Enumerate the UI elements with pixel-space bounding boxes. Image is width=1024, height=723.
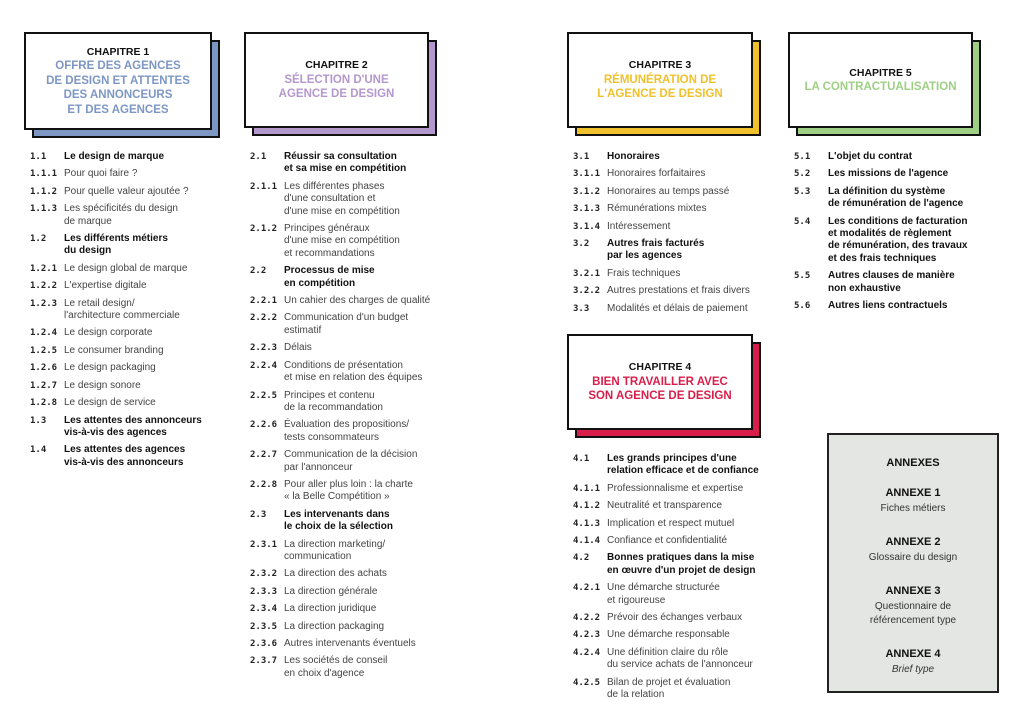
toc-entry-number: 3.1.1 <box>573 169 601 180</box>
toc-entry <box>250 603 450 615</box>
toc-entry-number: 2.2.4 <box>250 360 278 371</box>
toc-entry-text: L'expertise digitale <box>64 280 147 292</box>
toc-entry <box>573 168 778 180</box>
toc-entry-text: La direction packaging <box>284 620 385 632</box>
toc-entry-number: 5.5 <box>794 271 811 282</box>
toc-entry-number: 1.2.2 <box>30 281 58 292</box>
toc-entry <box>30 415 220 440</box>
toc-entry-text: Principes et contenu de la recommandation <box>284 389 383 413</box>
toc-entry-number: 4.1.2 <box>573 501 601 512</box>
toc-entry-number: 2.2.6 <box>250 420 278 431</box>
chapter-4-card <box>567 334 753 430</box>
toc-entry-number: 1.1.1 <box>30 169 58 180</box>
toc-entry <box>573 677 783 702</box>
toc-entry-text: La direction juridique <box>284 603 377 615</box>
toc-entry <box>573 552 783 577</box>
toc-entry-number: 3.2.2 <box>573 286 601 297</box>
toc-entry <box>250 181 450 218</box>
toc-entry-number: 4.1.1 <box>573 483 601 494</box>
toc-entry <box>794 300 994 312</box>
chapter-2-toc <box>250 151 450 685</box>
toc-entry-text: Bonnes pratiques dans la mise en œuvre d'un projet de design <box>607 552 756 576</box>
toc-entry-text: La direction générale <box>284 585 378 597</box>
toc-entry-number: 1.2.7 <box>30 380 58 391</box>
toc-entry-text: Bilan de projet et évaluation de la relation <box>607 676 731 701</box>
toc-entry-text: Les intervenants dans le choix de la sélection <box>284 508 393 533</box>
toc-entry-text: Honoraires au temps passé <box>607 185 730 197</box>
toc-entry-text: Une démarche responsable <box>607 629 730 641</box>
toc-entry-text: Autres intervenants éventuels <box>284 638 416 649</box>
toc-entry-text: Neutralité et transparence <box>607 500 723 512</box>
chapter-1-toc <box>30 151 220 474</box>
toc-entry-text: Honoraires <box>607 151 660 162</box>
toc-entry-text: Les missions de l'agence <box>828 168 949 180</box>
annexe-4-body: Brief type <box>891 664 935 675</box>
toc-entry-number: 1.2.1 <box>30 263 58 274</box>
toc-entry-text: Autres liens contractuels <box>828 300 948 312</box>
toc-entry <box>30 362 220 374</box>
toc-entry <box>573 582 783 607</box>
toc-entry-text: Une démarche structurée et rigoureuse <box>607 582 720 606</box>
toc-entry <box>30 327 220 339</box>
toc-entry <box>250 360 450 385</box>
toc-entry-number: 2.2.8 <box>250 479 278 490</box>
toc-entry <box>794 151 994 163</box>
toc-entry-number: 2.3.4 <box>250 604 278 615</box>
toc-entry <box>794 186 994 211</box>
toc-entry-number: 2.1.2 <box>250 224 278 235</box>
chapter-2-title: SÉLECTION D'UNE AGENCE DE DESIGN <box>278 73 395 101</box>
toc-entry <box>573 453 783 478</box>
toc-entry-number: 1.1 <box>30 152 47 162</box>
toc-entry <box>573 535 783 547</box>
annexe-1 <box>829 487 997 516</box>
toc-entry <box>573 186 778 198</box>
toc-entry-number: 4.1.4 <box>573 536 601 547</box>
toc-entry-number: 2.2 <box>250 266 267 277</box>
toc-entry-text: Les différents métiers du design <box>64 233 168 257</box>
toc-entry-text: Le consumer branding <box>64 344 164 356</box>
toc-entry-text: Le design corporate <box>64 327 153 339</box>
toc-entry-number: 2.3.6 <box>250 639 278 649</box>
chapter-3-toc <box>573 151 778 320</box>
toc-entry-number: 5.4 <box>794 216 811 227</box>
toc-entry <box>250 568 450 580</box>
chapter-5-label: CHAPITRE 5 <box>849 66 912 79</box>
toc-entry-number: 1.2.3 <box>30 298 58 309</box>
toc-entry-text: Frais techniques <box>607 267 681 279</box>
toc-entry <box>573 483 783 495</box>
toc-entry-number: 2.3.1 <box>250 539 278 550</box>
toc-entry-number: 1.2.5 <box>30 345 58 356</box>
toc-entry-number: 3.2 <box>573 239 590 250</box>
toc-entry-number: 2.2.3 <box>250 343 278 354</box>
toc-entry <box>573 151 778 163</box>
toc-entry <box>250 419 450 444</box>
toc-entry-text: Implication et respect mutuel <box>607 517 735 529</box>
toc-entry-text: Communication d'un budget estimatif <box>284 312 409 336</box>
toc-entry-text: Principes généraux d'une mise en compétition et recommandations <box>284 223 400 259</box>
annexe-1-body: Fiches métiers <box>880 503 946 514</box>
chapter-2-label: CHAPITRE 2 <box>305 59 368 72</box>
toc-entry-number: 5.6 <box>794 301 811 312</box>
toc-entry <box>573 500 783 512</box>
toc-entry-text: Le retail design/ l'architecture commerciale <box>64 297 180 322</box>
toc-entry-text: Les différentes phases d'une consultation et d'une mise en compétition <box>284 180 400 217</box>
toc-entry <box>573 518 783 530</box>
toc-entry <box>250 312 450 337</box>
toc-entry-number: 4.1 <box>573 454 590 464</box>
toc-entry <box>250 449 450 474</box>
toc-entry <box>250 655 450 680</box>
toc-entry <box>30 168 220 180</box>
toc-entry-text: Les conditions de facturation et modalités de règlement de rémunération, des travaux et des frais techniques <box>828 215 968 264</box>
toc-entry <box>250 390 450 415</box>
toc-entry-text: Les grands principes d'une relation efficace et de confiance <box>607 453 759 477</box>
toc-entry <box>573 303 778 315</box>
toc-entry-number: 3.1.4 <box>573 221 601 232</box>
toc-entry-text: Prévoir des échanges verbaux <box>607 612 743 624</box>
toc-entry-number: 2.3.2 <box>250 569 278 580</box>
toc-entry <box>30 280 220 292</box>
toc-entry-number: 2.3.3 <box>250 586 278 597</box>
chapter-4-title: BIEN TRAVAILLER AVEC SON AGENCE DE DESIGN <box>588 375 732 403</box>
toc-entry-number: 3.2.1 <box>573 268 601 279</box>
toc-entry-text: Évaluation des propositions/ tests consommateurs <box>284 419 410 443</box>
toc-entry-number: 5.2 <box>794 169 811 180</box>
annexes-title: ANNEXES <box>886 457 940 469</box>
toc-entry <box>250 509 450 534</box>
toc-entry-number: 1.2.6 <box>30 363 58 374</box>
toc-entry-number: 2.3.5 <box>250 621 278 632</box>
toc-entry-text: Les spécificités du design de marque <box>64 203 178 227</box>
annexe-3 <box>829 585 997 628</box>
toc-entry-number: 3.1.2 <box>573 186 601 197</box>
toc-entry <box>30 397 220 409</box>
toc-entry <box>250 586 450 598</box>
chapter-1-card <box>24 32 212 130</box>
toc-entry-number: 4.1.3 <box>573 518 601 529</box>
toc-entry-text: Communication de la décision par l'annonceur <box>284 449 418 473</box>
toc-entry-text: Autres frais facturés par les agences <box>607 238 705 262</box>
toc-entry <box>573 285 778 297</box>
toc-entry-text: Le design sonore <box>64 379 141 391</box>
toc-entry-number: 4.2.1 <box>573 583 601 594</box>
toc-entry-number: 2.1 <box>250 152 267 162</box>
toc-entry-number: 1.3 <box>30 415 47 426</box>
toc-entry-text: Modalités et délais de paiement <box>607 302 748 314</box>
toc-entry-number: 4.2.4 <box>573 647 601 658</box>
toc-entry-text: Processus de mise en compétition <box>284 265 375 289</box>
toc-entry <box>250 151 450 176</box>
toc-entry-text: Autres clauses de manière non exhaustive <box>828 270 955 294</box>
toc-entry-number: 4.2 <box>573 553 590 564</box>
toc-entry <box>30 233 220 258</box>
annexe-3-body: Questionnaire de référencement type <box>869 601 957 626</box>
toc-entry-number: 2.3 <box>250 509 267 520</box>
toc-entry <box>250 295 450 307</box>
chapter-4-box <box>567 334 753 430</box>
toc-entry-text: Confiance et confidentialité <box>607 535 728 547</box>
toc-entry-text: Professionnalisme et expertise <box>607 482 744 494</box>
chapter-5-toc <box>794 151 994 317</box>
toc-entry-text: Le design de marque <box>64 151 165 162</box>
toc-entry <box>794 168 994 180</box>
toc-entry-text: Intéressement <box>607 220 671 232</box>
toc-entry-text: Conditions de présentation et mise en relation des équipes <box>284 359 423 384</box>
toc-entry <box>30 298 220 323</box>
toc-entry-number: 4.2.3 <box>573 630 601 641</box>
toc-entry-number: 2.3.7 <box>250 656 278 667</box>
toc-entry <box>250 479 450 504</box>
toc-entry-number: 1.4 <box>30 445 47 456</box>
toc-entry <box>30 380 220 392</box>
chapter-1-title: OFFRE DES AGENCES DE DESIGN ET ATTENTES DES ANNONCEURS ET DES AGENCES <box>46 60 190 116</box>
toc-entry <box>30 186 220 198</box>
toc-entry-number: 1.1.3 <box>30 204 58 215</box>
toc-entry <box>250 638 450 650</box>
toc-entry <box>30 345 220 357</box>
chapter-3-title: RÉMUNÉRATION DE L'AGENCE DE DESIGN <box>597 73 723 101</box>
toc-entry <box>30 263 220 275</box>
chapter-3-label: CHAPITRE 3 <box>628 59 692 72</box>
chapter-1-label: CHAPITRE 1 <box>86 45 150 58</box>
annexe-4 <box>829 648 997 677</box>
toc-entry <box>250 539 450 564</box>
toc-entry-text: La direction des achats <box>284 568 387 580</box>
toc-entry-text: L'objet du contrat <box>828 151 913 162</box>
toc-entry <box>30 444 220 469</box>
toc-entry-text: Réussir sa consultation et sa mise en compétition <box>284 151 407 175</box>
toc-entry-text: La définition du système de rémunération de l'agence <box>828 185 964 210</box>
toc-entry-number: 5.1 <box>794 152 811 162</box>
toc-entry-text: Un cahier des charges de qualité <box>284 295 431 307</box>
toc-entry-text: Rémunérations mixtes <box>607 203 707 215</box>
chapter-3-card <box>567 32 753 128</box>
toc-entry <box>30 151 220 163</box>
toc-entry <box>573 612 783 624</box>
toc-entry-number: 2.2.7 <box>250 450 278 461</box>
chapter-3-box <box>567 32 753 128</box>
toc-entry-text: La direction marketing/ communication <box>284 538 386 562</box>
toc-entry-number: 2.2.5 <box>250 390 278 401</box>
toc-entry-text: Le design global de marque <box>64 262 188 274</box>
toc-entry-text: Le design packaging <box>64 362 156 374</box>
chapter-5-card <box>788 32 973 128</box>
toc-entry <box>573 203 778 215</box>
annexe-2 <box>829 536 997 565</box>
chapter-4-toc <box>573 453 783 707</box>
toc-entry <box>573 238 778 263</box>
chapter-4-label: CHAPITRE 4 <box>628 361 692 374</box>
annexe-2-body: Glossaire du design <box>868 552 958 563</box>
toc-entry-text: Pour quoi faire ? <box>64 168 138 180</box>
chapter-2-box <box>244 32 429 128</box>
annexe-2-head: ANNEXE 2 <box>885 536 941 548</box>
annexe-3-head: ANNEXE 3 <box>885 585 941 597</box>
toc-entry-text: Les sociétés de conseil en choix d'agence <box>284 655 388 679</box>
toc-entry-number: 5.3 <box>794 186 811 197</box>
annexe-4-head: ANNEXE 4 <box>885 648 941 660</box>
toc-entry-number: 3.3 <box>573 303 590 314</box>
annexes-box <box>827 433 999 693</box>
toc-entry <box>250 342 450 354</box>
toc-entry-text: Autres prestations et frais divers <box>607 285 750 297</box>
annexe-1-head: ANNEXE 1 <box>885 487 941 499</box>
toc-entry-number: 1.2 <box>30 234 47 245</box>
toc-entry-text: Les attentes des agences vis-à-vis des annonceurs <box>64 444 186 468</box>
toc-entry-text: Une définition claire du rôle du service achats de l'annonceur <box>607 646 753 671</box>
toc-entry-number: 2.2.2 <box>250 313 278 324</box>
toc-entry <box>250 223 450 260</box>
toc-entry-text: Honoraires forfaitaires <box>607 168 706 180</box>
toc-entry-number: 4.2.5 <box>573 677 601 688</box>
toc-entry-number: 4.2.2 <box>573 613 601 624</box>
toc-entry-number: 1.2.4 <box>30 328 58 339</box>
toc-entry-number: 1.1.2 <box>30 186 58 197</box>
chapter-1-box <box>24 32 212 130</box>
chapter-2-card <box>244 32 429 128</box>
toc-entry-number: 1.2.8 <box>30 398 58 409</box>
toc-entry <box>573 629 783 641</box>
toc-entry <box>250 621 450 633</box>
toc-entry-number: 2.2.1 <box>250 296 278 307</box>
toc-entry-text: Pour aller plus loin : la charte « la Belle Compétition » <box>284 478 413 503</box>
chapter-5-title: LA CONTRACTUALISATION <box>804 81 957 93</box>
toc-entry-number: 2.1.1 <box>250 181 278 192</box>
toc-entry <box>794 270 994 295</box>
chapter-5-box <box>788 32 973 128</box>
toc-entry-number: 3.1.3 <box>573 204 601 215</box>
toc-entry-text: Délais <box>284 342 312 354</box>
toc-entry <box>250 265 450 290</box>
toc-entry-text: Les attentes des annonceurs vis-à-vis des agences <box>64 414 202 438</box>
toc-entry <box>794 216 994 266</box>
toc-entry <box>30 203 220 228</box>
toc-entry-text: Le design de service <box>64 397 156 409</box>
toc-entry <box>573 221 778 233</box>
toc-entry-number: 3.1 <box>573 152 590 162</box>
toc-entry <box>573 647 783 672</box>
toc-entry-text: Pour quelle valeur ajoutée ? <box>64 185 189 197</box>
toc-entry <box>573 268 778 280</box>
